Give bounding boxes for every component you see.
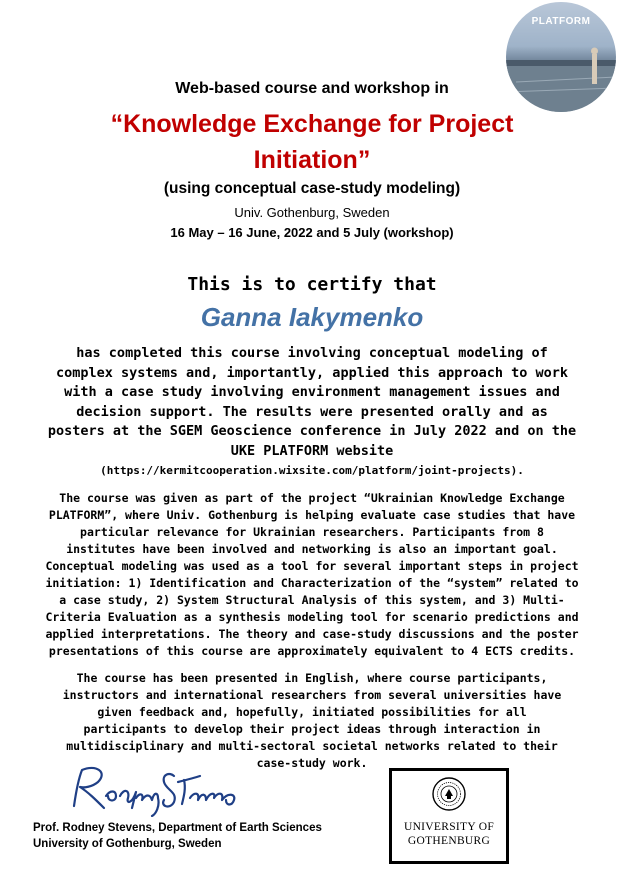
signature-icon: [66, 762, 256, 817]
signatory-name: Prof. Rodney Stevens, Department of Earth Sciences: [33, 822, 322, 834]
platform-logo-label: PLATFORM: [531, 16, 591, 27]
university-name-line1: UNIVERSITY OF: [403, 821, 495, 833]
completion-paragraph: [0, 344, 624, 481]
course-title: [0, 106, 624, 178]
university-name-line2: GOTHENBURG: [407, 835, 491, 847]
platform-url: (https://kermitcooperation.wixsite.com/platform/joint-projects).: [100, 464, 524, 477]
course-pre-title: Web-based course and workshop in: [175, 80, 449, 97]
university-seal-icon: [432, 777, 466, 811]
course-title-line2: Initiation”: [253, 146, 371, 174]
course-location: Univ. Gothenburg, Sweden: [234, 205, 390, 220]
university-logo: [389, 768, 509, 864]
course-description-paragraph: The course was given as part of the project “Ukrainian Knowledge Exchange PLATFORM”, where Univ. Gothenburg is helping evaluate case studies that have particular relevance for Ukrainian researchers. Participants from 8 institutes have been involved and networking is also an important goal. Conceptual modeling was used as a tool for several important steps in project initiation: 1) Identification and Characterization of the “system” related to a case study, 2) System Structural Analysis of this system, and 3) Multi-Criteria Evaluation as a synthesis modeling tool for scenario predictions and applied interpretations. The theory and case-study discussions and the poster presentations of this course are approximately equivalent to 4 ECTS credits.: [45, 491, 579, 658]
course-dates: 16 May – 16 June, 2022 and 5 July (workshop): [170, 225, 454, 240]
recipient-name: Ganna Iakymenko: [200, 302, 424, 332]
completion-text: has completed this course involving conceptual modeling of complex systems and, importantly, applied this approach to work with a case study involving environment management issues and decision support. The results were presented orally and as posters at the SGEM Geoscience conference in July 2022 and on the UKE PLATFORM website: [47, 345, 577, 459]
signatory-block: [33, 820, 322, 852]
course-subtitle: (using conceptual case-study modeling): [163, 180, 461, 197]
signatory-affiliation: University of Gothenburg, Sweden: [33, 838, 222, 850]
course-title-line1: “Knowledge Exchange for Project: [110, 110, 514, 138]
course-language-paragraph: The course has been presented in English, where course participants, instructors and international researchers from several universities have given feedback and, hopefully, initiated possibilities for all participants to develop their project ideas through interaction in multidisciplinary and multi-sectoral societal networks related to their case-study work.: [62, 671, 562, 770]
certify-line: This is to certify that: [187, 274, 437, 295]
